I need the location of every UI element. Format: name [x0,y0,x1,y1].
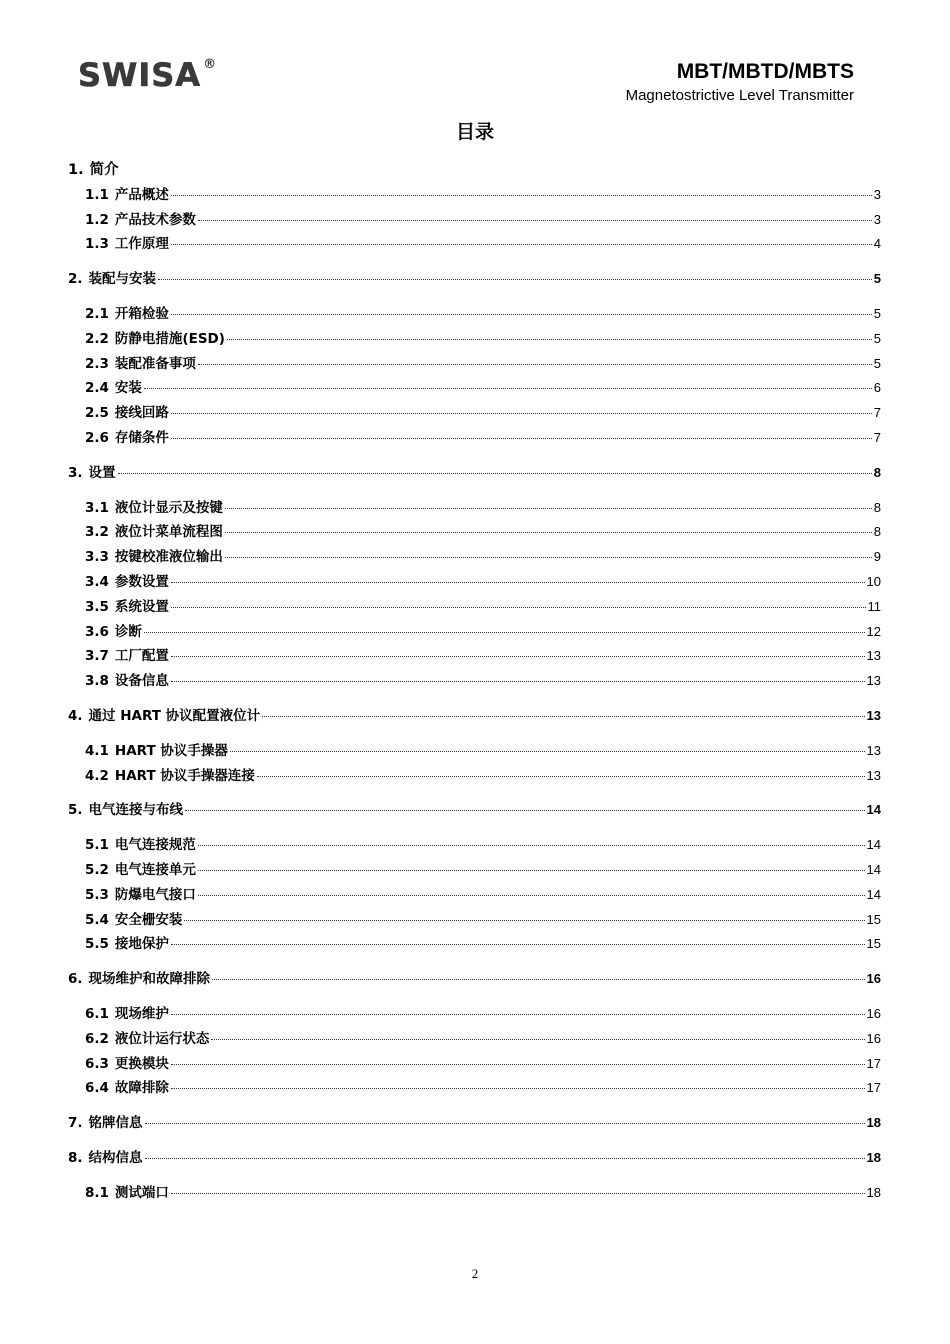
toc-entry[interactable] [68,932,881,957]
toc-entry-page: 14 [866,886,881,902]
toc-dot-leader [171,244,872,245]
toc-entry-title: 电气连接与布线 [88,802,184,819]
toc-entry-page: 10 [866,573,881,589]
toc-dot-leader [230,751,865,752]
toc-entry[interactable] [68,570,881,595]
toc-title: 目录 [455,121,494,143]
toc-entry-title: 现场维护和故障排除 [88,971,211,988]
toc-dot-leader [211,1039,864,1040]
toc-entry[interactable] [68,183,881,208]
toc-entry-number: 6.1 [85,1005,109,1022]
toc-dot-leader [198,220,872,221]
toc-entry-page: 5 [873,355,881,371]
toc-entry[interactable] [68,232,881,257]
toc-entry-page: 5 [873,330,881,346]
toc-entry[interactable] [68,1146,881,1171]
toc-dot-leader [185,810,865,811]
toc-entry-title: 产品概述 [114,186,169,203]
toc-entry-title: 电气连接规范 [114,837,196,854]
toc-entry-number: 3.6 [85,623,109,640]
toc-dot-leader [257,776,865,777]
toc-dot-leader [145,1158,865,1159]
toc-entry[interactable] [68,858,881,883]
toc-dot-leader [158,279,872,280]
toc-entry-page: 15 [866,936,881,952]
toc-entry[interactable] [68,496,881,521]
toc-entry[interactable] [68,704,881,729]
toc-entry-page: 6 [873,380,881,396]
toc-entry-page: 4 [873,236,881,252]
toc-entry[interactable] [68,669,881,694]
registered-mark: ® [203,57,217,72]
toc-entry-page: 16 [866,971,881,987]
toc-entry-page: 13 [866,742,881,758]
toc-dot-leader [144,388,872,389]
toc-entry-page: 8 [873,524,881,540]
toc-entry-number: 6.2 [85,1030,109,1047]
toc-entry-number: 6. [68,971,83,988]
toc-entry-title: 更换模块 [114,1055,169,1072]
toc-entry-title: 参数设置 [114,573,169,590]
toc-entry-page: 18 [866,1115,881,1131]
toc-entry[interactable] [68,1181,881,1206]
toc-entry-title: 工作原理 [114,236,169,253]
toc-entry[interactable] [68,1076,881,1101]
toc-entry-title: 测试端口 [114,1184,169,1201]
toc-entry[interactable] [68,1002,881,1027]
toc-entry[interactable] [68,1111,881,1136]
toc-dot-leader [171,656,865,657]
toc-dot-leader [171,681,865,682]
toc-entry[interactable] [68,376,881,401]
toc-entry-number: 5.4 [85,911,109,928]
toc-dot-leader [171,1064,865,1065]
toc-entry-number: 5.2 [85,861,109,878]
toc-entry-title: HART 协议手操器连接 [114,767,255,784]
toc-entry[interactable] [68,426,881,451]
toc-entry-title: 结构信息 [88,1149,143,1166]
toc-entry-title: 系统设置 [114,598,169,615]
swisa-logo [78,58,216,98]
toc-entry[interactable] [68,1052,881,1077]
toc-dot-leader [225,557,872,558]
toc-entry-title: 液位计运行状态 [114,1030,210,1047]
toc-entry-title: 设备信息 [114,673,169,690]
toc-dot-leader [171,1014,865,1015]
toc-entry-page: 5 [873,305,881,321]
toc-entry-page: 3 [873,211,881,227]
toc-dot-leader [171,607,866,608]
toc-entry-number: 6.3 [85,1055,109,1072]
toc-entry[interactable] [68,352,881,377]
table-of-contents [68,158,881,1205]
toc-entry-title: 产品技术参数 [114,211,196,228]
toc-entry-number: 3.3 [85,549,109,566]
toc-entry-page: 8 [873,499,881,515]
toc-entry-page: 14 [866,861,881,877]
toc-entry-number: 4. [68,707,83,724]
toc-entry-title: 现场维护 [114,1005,169,1022]
toc-entry[interactable] [68,644,881,669]
toc-dot-leader [225,508,872,509]
toc-dot-leader [145,1123,865,1124]
toc-entry-number: 2.2 [85,330,109,347]
toc-entry-number: 7. [68,1115,83,1132]
toc-entry[interactable] [68,833,881,858]
toc-entry-title: 防爆电气接口 [114,886,196,903]
toc-entry-page: 13 [866,767,881,783]
toc-entry-title: 液位计菜单流程图 [114,524,223,541]
toc-entry-number: 3.1 [85,499,109,516]
document-header [626,60,854,105]
toc-entry-number: 4.1 [85,742,109,759]
toc-entry-page: 17 [866,1055,881,1071]
toc-entry-number: 8. [68,1149,83,1166]
toc-entry[interactable] [68,327,881,352]
toc-entry[interactable] [68,520,881,545]
toc-dot-leader [198,895,865,896]
toc-entry-page: 16 [866,1005,881,1021]
toc-entry[interactable] [68,620,881,645]
toc-entry-page: 8 [873,464,881,480]
toc-entry-title: 接线回路 [114,405,169,422]
toc-entry-number: 1.1 [85,186,109,203]
toc-entry-page: 14 [866,802,881,818]
toc-entry-title: 设置 [88,464,116,481]
toc-entry[interactable] [68,967,881,992]
toc-dot-leader [171,582,865,583]
toc-entry-page: 13 [866,648,881,664]
toc-entry-title: 安全栅安装 [114,911,183,928]
toc-entry-page: 7 [873,405,881,421]
toc-entry-title: 液位计显示及按键 [114,499,223,516]
toc-dot-leader [198,364,872,365]
toc-entry[interactable] [68,302,881,327]
toc-entry[interactable] [68,461,881,486]
toc-entry-title: 电气连接单元 [114,861,196,878]
toc-entry-title: 通过 HART 协议配置液位计 [88,707,261,724]
toc-entry[interactable] [68,401,881,426]
toc-entry-page: 15 [866,911,881,927]
toc-entry-page: 14 [866,837,881,853]
toc-dot-leader [171,1088,865,1089]
toc-entry-title: 装配与安装 [88,271,157,288]
toc-dot-leader [171,413,872,414]
toc-dot-leader [198,845,865,846]
toc-entry-number: 1.2 [85,211,109,228]
toc-entry-title: 诊断 [114,623,142,640]
toc-entry-title: HART 协议手操器 [114,742,228,759]
toc-entry-page: 16 [866,1030,881,1046]
toc-entry-page: 12 [866,623,881,639]
toc-entry-page: 3 [873,186,881,202]
toc-entry-number: 5.3 [85,886,109,903]
toc-entry-number: 5.1 [85,837,109,854]
toc-entry-page: 13 [866,707,881,723]
toc-dot-leader [171,195,872,196]
page-number: 2 [471,1266,479,1281]
toc-dot-leader [212,979,865,980]
toc-dot-leader [225,532,872,533]
toc-entry-page: 13 [866,673,881,689]
toc-entry-number: 3.7 [85,648,109,665]
toc-entry-number: 3.2 [85,524,109,541]
toc-entry-page: 17 [866,1080,881,1096]
toc-entry-title: 存储条件 [114,429,169,446]
toc-entry-page: 18 [866,1184,881,1200]
toc-dot-leader [184,920,864,921]
toc-entry-number: 2. [68,271,83,288]
toc-entry-title: 按键校准液位输出 [114,549,223,566]
toc-entry-title: 装配准备事项 [114,355,196,372]
toc-entry-number: 1.3 [85,236,109,253]
toc-entry[interactable] [68,883,881,908]
toc-dot-leader [198,870,865,871]
toc-entry[interactable] [68,267,881,292]
toc-entry-number: 2.1 [85,305,109,322]
toc-entry-number: 1. [68,162,84,178]
toc-entry-number: 5.5 [85,936,109,953]
toc-entry-number: 5. [68,802,83,819]
toc-dot-leader [171,944,865,945]
toc-dot-leader [227,339,872,340]
toc-entry-number: 2.3 [85,355,109,372]
toc-entry[interactable] [68,908,881,933]
toc-entry-title: 接地保护 [114,936,169,953]
toc-entry-title: 简介 [89,162,119,178]
toc-entry-number: 3.8 [85,673,109,690]
model-name: MBT/MBTD/MBTS [676,60,854,83]
toc-entry-number: 6.4 [85,1080,109,1097]
toc-entry-title: 防静电措施(ESD) [114,330,225,347]
toc-entry-number: 4.2 [85,767,109,784]
toc-entry-title: 开箱检验 [114,305,169,322]
toc-entry-page: 11 [867,598,881,614]
toc-entry[interactable] [68,739,881,764]
toc-dot-leader [171,438,872,439]
toc-dot-leader [171,314,872,315]
toc-entry-number: 8.1 [85,1184,109,1201]
toc-entry-title: 安装 [114,380,142,397]
toc-entry-number: 3. [68,464,83,481]
toc-entry-number: 2.4 [85,380,109,397]
toc-entry-title: 铭牌信息 [88,1115,143,1132]
toc-entry-number: 3.5 [85,598,109,615]
product-subtitle: Magnetostrictive Level Transmitter [625,87,854,104]
toc-entry-title: 工厂配置 [114,648,169,665]
toc-entry-title: 故障排除 [114,1080,169,1097]
toc-dot-leader [144,632,865,633]
toc-entry-number: 3.4 [85,573,109,590]
toc-entry[interactable] [68,1027,881,1052]
toc-entry-page: 5 [873,271,881,287]
toc-entry-number: 2.5 [85,405,109,422]
toc-entry[interactable] [68,764,881,789]
toc-dot-leader [118,473,872,474]
toc-entry-number: 2.6 [85,429,109,446]
toc-entry[interactable] [68,158,881,183]
toc-entry[interactable] [68,595,881,620]
logo-wordmark: SWISA [78,56,202,94]
toc-entry[interactable] [68,545,881,570]
toc-dot-leader [171,1193,865,1194]
toc-entry[interactable] [68,798,881,823]
toc-dot-leader [262,716,864,717]
toc-entry-page: 7 [873,429,881,445]
toc-entry-page: 9 [873,549,881,565]
toc-entry[interactable] [68,208,881,233]
toc-entry-page: 18 [866,1149,881,1165]
